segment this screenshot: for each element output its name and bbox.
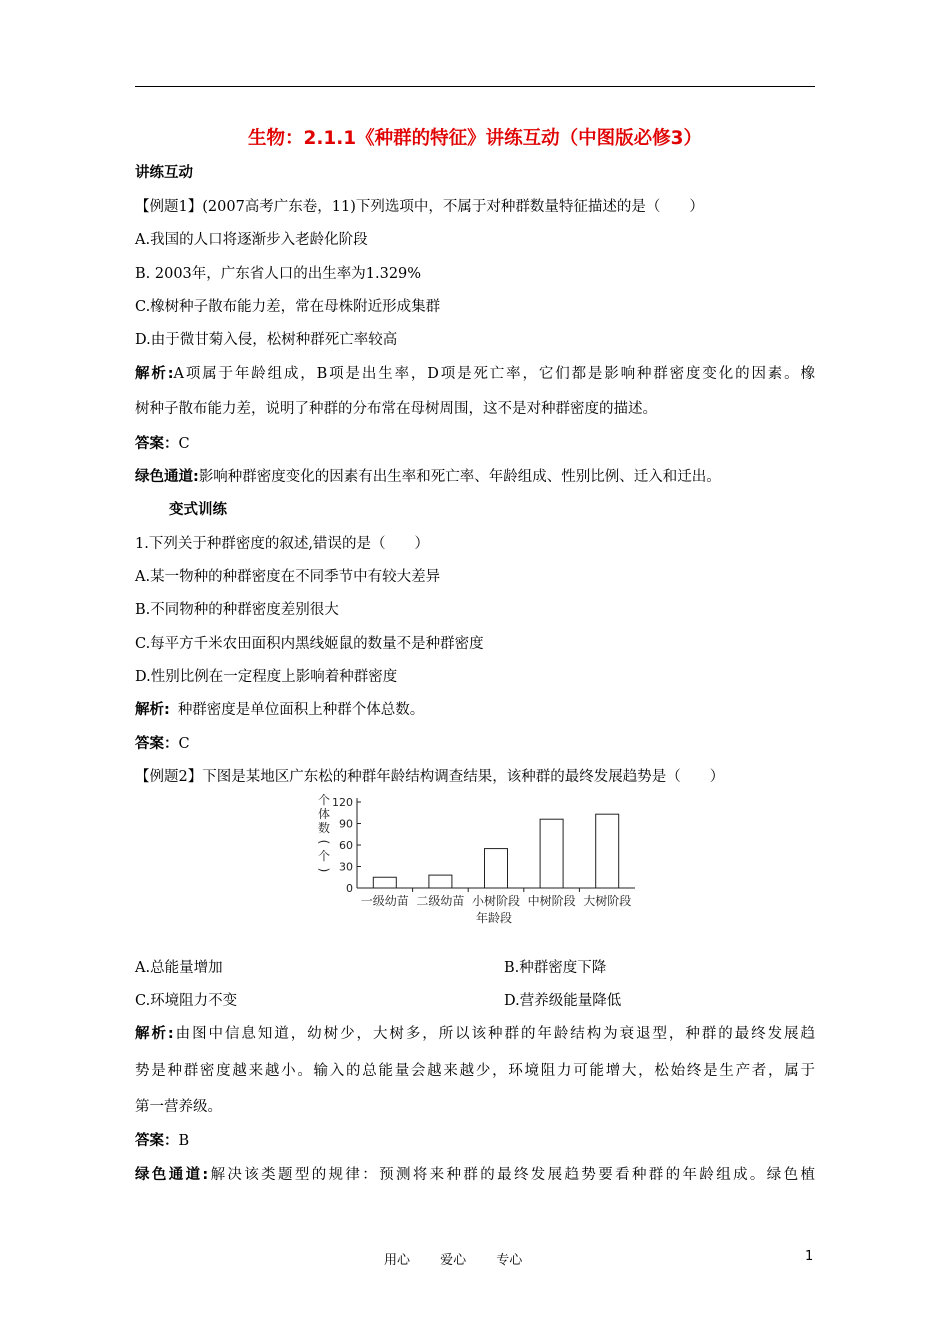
y-tick-label: 120 xyxy=(332,796,353,809)
example2-analysis-line1 xyxy=(135,1024,815,1044)
variant-answer xyxy=(135,734,190,754)
example2-analysis-line2: 势是种群密度越来越小。输入的总能量会越来越少，环境阻力可能增大，松始终是生产者，属于 xyxy=(135,1063,815,1079)
analysis-text: A项属于年龄组成，B项是出生率，D项是死亡率，它们都是影响种群密度变化的因素。橡 xyxy=(173,366,815,382)
example2-option-d: D.营养级能量降低 xyxy=(504,993,622,1009)
y-axis-label xyxy=(317,793,331,872)
example1-question: (2007高考广东卷，11)下列选项中，不属于对种群数量特征描述的是（ ） xyxy=(202,199,704,215)
analysis-label: 解析: xyxy=(135,1026,174,1042)
example1-answer xyxy=(135,434,190,454)
footer-motto: 用心 爱心 专心 xyxy=(384,1253,523,1268)
answer-value: B xyxy=(178,1133,190,1149)
example1-analysis-line1 xyxy=(135,364,815,384)
answer-label: 答案： xyxy=(135,736,179,752)
x-tick-label: 中树阶段 xyxy=(527,894,576,908)
section-heading: 讲练互动 xyxy=(135,165,193,181)
example1-stem xyxy=(135,197,704,217)
example2-option-c: C.环境阻力不变 xyxy=(135,993,238,1009)
x-tick-label: 小树阶段 xyxy=(471,894,521,908)
example2-analysis-line3: 第一营养级。 xyxy=(135,1099,222,1115)
bar-4 xyxy=(540,819,563,888)
page-number: 1 xyxy=(805,1249,814,1264)
y-tick-label: 90 xyxy=(339,817,353,831)
age-structure-bar-chart xyxy=(300,792,650,932)
example1-option-a: A.我国的人口将逐渐步入老龄化阶段 xyxy=(135,232,368,248)
header-rule xyxy=(135,86,815,87)
example1-green-channel xyxy=(135,467,721,487)
x-tick-label: 二级幼苗 xyxy=(416,894,465,908)
variant-heading: 变式训练 xyxy=(169,502,227,518)
y-tick-label: 30 xyxy=(339,860,353,874)
variant-option-b: B.不同物种的种群密度差别很大 xyxy=(135,602,339,618)
variant-stem: 1.下列关于种群密度的叙述,错误的是（ ） xyxy=(135,536,429,552)
bar-3 xyxy=(485,849,508,888)
green-channel-label: 绿色通道: xyxy=(135,1167,209,1183)
answer-value: C xyxy=(178,736,190,752)
bar-1 xyxy=(373,877,396,888)
example1-analysis-line2: 树种子散布能力差，说明了种群的分布常在母树周围，这不是对种群密度的描述。 xyxy=(135,401,657,417)
answer-label: 答案： xyxy=(135,1133,179,1149)
example2-label: 【例题2】 xyxy=(135,769,203,785)
bar-5 xyxy=(596,814,619,888)
y-label-char: 数 xyxy=(317,821,331,835)
y-label-char: ) xyxy=(317,867,331,873)
green-channel-text: 解决该类题型的规律：预测将来种群的最终发展趋势要看种群的年龄组成。绿色植 xyxy=(208,1167,815,1183)
variant-option-a: A.某一物种的种群密度在不同季节中有较大差异 xyxy=(135,569,441,585)
x-axis-label: 年龄段 xyxy=(475,911,513,925)
variant-option-d: D.性别比例在一定程度上影响着种群密度 xyxy=(135,669,398,685)
bar-2 xyxy=(429,875,452,888)
example2-question: 下图是某地区广东松的种群年龄结构调查结果，该种群的最终发展趋势是（ ） xyxy=(202,769,725,785)
example2-green-channel xyxy=(135,1165,815,1185)
green-channel-text: 影响种群密度变化的因素有出生率和死亡率、年龄组成、性别比例、迁入和迁出。 xyxy=(198,469,721,485)
y-tick-label: 0 xyxy=(346,882,353,895)
y-label-char: ( xyxy=(317,839,331,845)
y-tick-label: 60 xyxy=(339,839,353,852)
x-tick-label: 大树阶段 xyxy=(583,894,632,908)
analysis-text: 种群密度是单位面积上种群个体总数。 xyxy=(177,702,425,718)
analysis-label: 解析: xyxy=(135,702,170,718)
y-label-char: 个 xyxy=(317,849,331,863)
example2-stem xyxy=(135,767,724,787)
y-label-char: 体 xyxy=(317,807,331,821)
page-title: 生物：2.1.1《种群的特征》讲练互动（中图版必修3） xyxy=(247,128,703,149)
variant-analysis xyxy=(135,700,424,720)
green-channel-label: 绿色通道: xyxy=(135,469,199,485)
example1-option-b: B. 2003年，广东省人口的出生率为1.329% xyxy=(135,266,422,282)
example1-option-c: C.橡树种子散布能力差，常在母株附近形成集群 xyxy=(135,299,441,315)
answer-value: C xyxy=(178,436,190,452)
analysis-label: 解析: xyxy=(135,366,174,382)
x-tick-label: 一级幼苗 xyxy=(360,894,409,908)
example2-answer xyxy=(135,1131,189,1151)
answer-label: 答案： xyxy=(135,436,179,452)
example2-option-b: B.种群密度下降 xyxy=(504,960,607,976)
example1-label: 【例题1】 xyxy=(135,199,203,215)
analysis-text: 由图中信息知道，幼树少，大树多，所以该种群的年龄结构为衰退型，种群的最终发展趋 xyxy=(173,1026,815,1042)
y-label-char: 个 xyxy=(317,793,331,807)
example1-option-d: D.由于微甘菊入侵，松树种群死亡率较高 xyxy=(135,332,398,348)
example2-option-a: A.总能量增加 xyxy=(135,960,223,976)
variant-option-c: C.每平方千米农田面积内黑线姬鼠的数量不是种群密度 xyxy=(135,636,484,652)
